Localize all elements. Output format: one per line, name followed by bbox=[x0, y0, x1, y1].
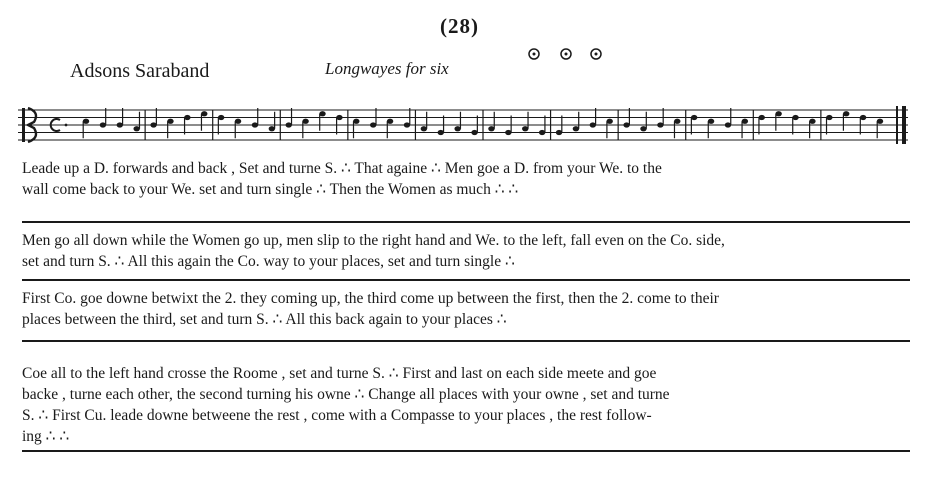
figure-1 bbox=[22, 158, 910, 200]
note bbox=[742, 119, 748, 139]
note bbox=[454, 112, 460, 132]
note bbox=[674, 119, 680, 139]
note bbox=[775, 111, 781, 131]
couple-symbols-icon bbox=[518, 46, 618, 92]
note bbox=[201, 111, 207, 131]
note bbox=[843, 111, 849, 131]
figure-line: Men go all down while the Women go up, men slip to the right hand and We. to the left, fall even on the Co. side, bbox=[22, 232, 725, 249]
figure-line: Coe all to the left hand crosse the Roome , set and turne S. ∴ First and last on each side meete and goe bbox=[22, 365, 657, 382]
figure-line: set and turn S. ∴ All this again the Co. way to your places, set and turn single ∴ bbox=[22, 253, 515, 270]
note bbox=[353, 119, 359, 139]
couple-1-icon bbox=[529, 49, 539, 79]
note bbox=[302, 119, 308, 139]
note bbox=[167, 119, 173, 139]
figure-line: ing ∴ ∴ bbox=[22, 428, 70, 445]
note bbox=[640, 112, 646, 132]
note bbox=[421, 112, 427, 132]
section-rule bbox=[22, 279, 910, 281]
figure-line: Leade up a D. forwards and back , Set and turne S. ∴ That againe ∴ Men goe a D. from your We. to the bbox=[22, 160, 662, 177]
note bbox=[809, 119, 815, 139]
note bbox=[607, 119, 613, 139]
figure-line: wall come back to your We. set and turn single ∴ Then the Women as much ∴ ∴ bbox=[22, 181, 519, 198]
note bbox=[708, 119, 714, 139]
note bbox=[269, 112, 275, 132]
section-rule bbox=[22, 221, 910, 223]
note bbox=[319, 111, 325, 131]
note bbox=[522, 112, 528, 132]
note bbox=[877, 119, 883, 139]
figure-line: backe , turne each other, the second turning his owne ∴ Change all places with your owne , set and turne bbox=[22, 386, 670, 403]
page-number: (28) bbox=[440, 14, 479, 38]
note bbox=[488, 112, 494, 132]
formation-note: Longwayes for six bbox=[325, 59, 449, 78]
figure-4 bbox=[22, 363, 910, 447]
music-staff bbox=[18, 102, 910, 148]
couple-3-icon bbox=[591, 49, 601, 79]
dance-header bbox=[0, 56, 928, 96]
note bbox=[83, 119, 89, 139]
dance-title: Adsons Saraband bbox=[70, 60, 210, 82]
figure-line: S. ∴ First Cu. leade downe betweene the rest , come with a Compasse to your places , the rest follow- bbox=[22, 407, 652, 424]
figure-line: places between the third, set and turn S. ∴ All this back again to your places ∴ bbox=[22, 311, 507, 328]
couple-2-icon bbox=[561, 49, 571, 79]
note bbox=[235, 119, 241, 139]
figure-3 bbox=[22, 288, 910, 330]
section-rule bbox=[22, 450, 910, 452]
figure-line: First Co. goe downe betwixt the 2. they coming up, the third come up between the first, then the 2. come to their bbox=[22, 290, 719, 307]
note bbox=[573, 112, 579, 132]
section-rule bbox=[22, 340, 910, 342]
note bbox=[387, 119, 393, 139]
figure-2 bbox=[22, 230, 910, 272]
note bbox=[133, 112, 139, 132]
